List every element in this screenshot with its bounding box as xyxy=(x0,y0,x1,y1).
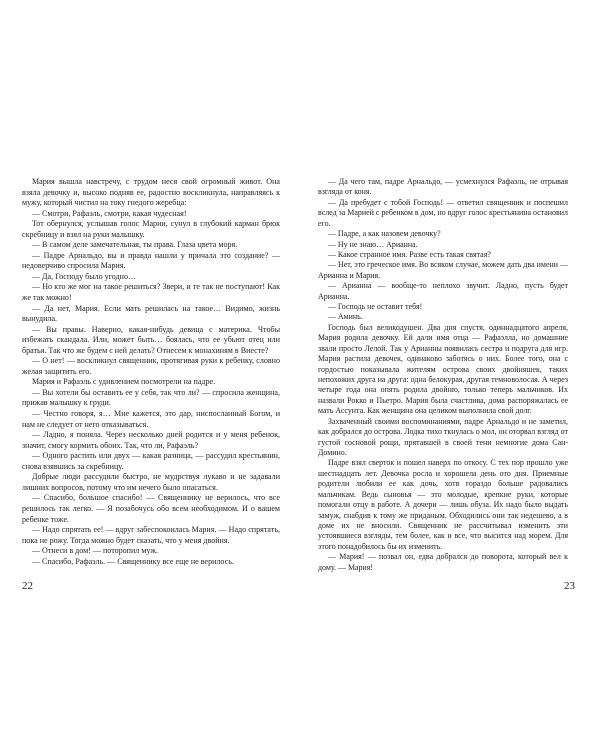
paragraph: Падре взял сверток и пошел наверх по откосу. С тех пор прошло уже шестнадцать лет. Девочка росла и хорошела день ото дня. Приемные родители любили ее как дочь, хотя гораздо больше радовались мальчикам. Ведь сыновья — это молодые, крепкие руки, которые помогали отцу в работе. А дочери — лишь обуза. Их надо было выдать замуж, снабдив к тому же приданым. Обходились они так недешево, а в доме их не вносили. Священник не рассчитывал изменить эти устоявшиеся взгляды, тем более, как и все, что высится над морем. Для этого понадобилось бы их изменить. xyxy=(318,458,568,551)
page-number-left: 22 xyxy=(22,580,33,592)
paragraph: — Ну не знаю… Арианна. xyxy=(328,239,418,249)
paragraph: — Одного растить или двух — какая разница, — рассудил крестьянин, снова взявшись за скребницу. xyxy=(22,451,280,471)
paragraph: — Арианна — вообще-то неплохо звучит. Ладно, пусть будет Арианна. xyxy=(318,281,568,301)
paragraph: — Но кто же мог на такое решиться? Звери, и те так не поступают! Как же так можно! xyxy=(22,282,280,303)
paragraph: — Падре Арнальдо, вы и правда нашли у причала это создание? — недоверчиво спросила Мария. xyxy=(22,250,280,271)
paragraph: — Честно говоря, я… Мне кажется, это дар, ниспосланный Богом, и нам не следует от него отказываться. xyxy=(22,409,280,429)
paragraph: — Какое странное имя. Разве есть такая святая? xyxy=(328,249,491,259)
paragraph: — Аминь. xyxy=(328,312,363,322)
paragraph: — Вы правы. Наверно, какая-нибудь девица с материка. Чтобы избежать скандала. Или, может быть… боялась, что ее убьют отец или братья. Так что же будем с ней делать? Отнесем к монахиням в Виесте? xyxy=(22,324,280,355)
paragraph: — Смотри, Рафаэль, смотри, какая чудесная! xyxy=(32,208,187,218)
paragraph: — Да, Господу было угодно… xyxy=(32,271,137,281)
right-page-text xyxy=(318,177,568,573)
paragraph: — Господь не оставит тебя! xyxy=(328,302,423,312)
paragraph: — Нет, это греческое имя. Во всяком случае, можем дать два имени — Арианна и Мария. xyxy=(318,260,568,280)
paragraph: — Ладно, я поняла. Через несколько дней родится и у меня ребенок, значит, смогу кормить обоих. Так, что ли, Рафаэль? xyxy=(22,430,280,450)
paragraph: — Да чего там, падре Арнальдо, — усмехнулся Рафаэль, не отрывая взгляда от коня. xyxy=(318,177,568,197)
paragraph: — Падре, а как назовем девочку? xyxy=(328,229,441,239)
paragraph: — Мария! — позвал он, едва добрался до поворота, который вел к дому. — Мария! xyxy=(318,552,568,572)
paragraph: — Да нет, Мария. Если мать решилась на такое… Видимо, жизнь вынудила. xyxy=(22,303,280,324)
paragraph: Захваченный своими воспоминаниями, падре Арнальдо и не заметил, как добрался до острова. Лодка тихо ткнулась о мол, он оторвал взгляд от густой сосновой рощи, прятавшей в своей тени немногие дома Сан-Домино. xyxy=(318,416,568,457)
paragraph: Мария вышла навстречу, с трудом неся свой огромный живот. Она взяла девочку и, высоко подняв ее, радостно воскликнула, направляясь к мужу, который чистил на току гнедого жеребца: xyxy=(22,177,280,208)
paragraph: Тот обернулся, услышав голос Марии, сунул в глубокий карман брюк скребницу и взял на руки малышку. xyxy=(22,219,280,239)
paragraph: — Да пребудет с тобой Господь! — ответил священник и поспешил вслед за Марией с ребенком в дом, но вдруг голос крестьянина остановил его. xyxy=(318,197,568,228)
page-number-right: 23 xyxy=(564,580,575,592)
paragraph: — Вы хотели бы оставить ее у себя, так что ли? — спросила женщина, прижав малышку к груди. xyxy=(22,387,280,408)
right-page xyxy=(300,0,600,750)
paragraph: — Надо спрятать ее! — вдруг забеспокоилась Мария. — Надо спрятать, пока не рожу. Тогда можно будет сказать, что у меня двойня. xyxy=(22,525,280,545)
left-page-text xyxy=(22,177,280,567)
paragraph: — Спасибо, большое спасибо! — Священнику не верилось, что все решилось так легко. — Я позабочусь обо всем необходимом. И о вашем ребенке тоже. xyxy=(22,493,280,524)
paragraph: — Отнеси в дом! — поторопил муж. xyxy=(32,546,158,556)
paragraph: Господь был великодушен. Два дня спустя, одиннадцатого апреля, Мария родила девочку. Ей дали имя отца — Рафаэлла, но домашние звали просто Лелой. Так у Арианны появилась сестра и подруга для игр. Мария растила девочек, одинаково заботясь о них. Более того, она с гордостью показывала жителям острова своих двойняшек, таких непохожих друга на друга: одна белокурая, другая темноволосая. А через четыре года она опять родила двойню, только теперь мальчиков. Их назвали Рокко и Пьетро. Мария была счастлива, дома распоряжалась ее мать Ассунта. Как женщина она целиком выполнила свой долг. xyxy=(318,322,568,416)
paragraph: — Спасибо, Рафаэль. — Священнику все еще не верилось. xyxy=(32,556,234,566)
paragraph: — В самом деле замечательная, ты права. Глаза цвета моря. xyxy=(32,240,238,250)
paragraph: — О нет! — воскликнул священник, протягивая руки к ребенку, словно желая защитить его. xyxy=(22,356,280,376)
paragraph: Добрые люди рассудили быстро, не мудрствуя лукаво и не задавали лишних вопросов, потому что им нечего было опасаться. xyxy=(22,472,280,492)
paragraph: Мария и Рафаэль с удивлением посмотрели на падре. xyxy=(32,377,216,387)
